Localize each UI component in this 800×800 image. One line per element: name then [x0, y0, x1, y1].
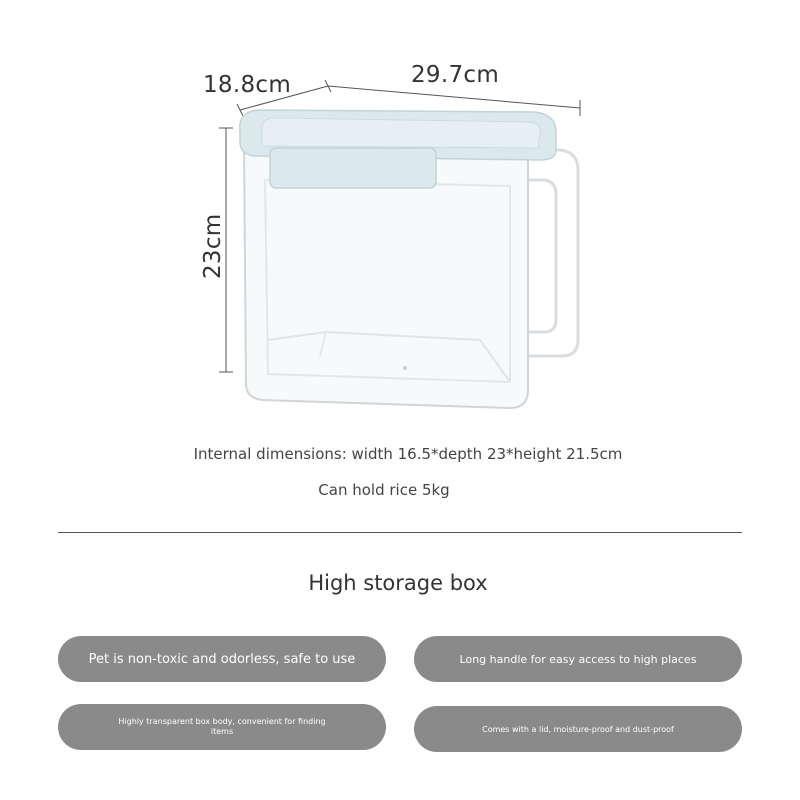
- height-dimension-line: [219, 128, 233, 372]
- height-dimension-label: 23cm: [200, 213, 226, 279]
- width-dimension-label: 18.8cm: [203, 72, 292, 98]
- section-title: High storage box: [308, 571, 488, 595]
- feature-pill-lid: Comes with a lid, moisture-proof and dust-proof: [414, 706, 742, 752]
- feature-pill-transparent: Highly transparent box body, convenient for finding items: [58, 704, 386, 750]
- feature-pill-long-handle: Long handle for easy access to high places: [414, 636, 742, 682]
- internal-dimensions-text: Internal dimensions: width 16.5*depth 23*height 21.5cm: [193, 445, 623, 463]
- capacity-text: Can hold rice 5kg: [318, 481, 450, 499]
- lid-latch: [270, 148, 436, 188]
- section-divider: [58, 532, 742, 533]
- feature-pill-non-toxic: Pet is non-toxic and odorless, safe to use: [58, 636, 386, 682]
- length-dimension-label: 29.7cm: [411, 62, 500, 88]
